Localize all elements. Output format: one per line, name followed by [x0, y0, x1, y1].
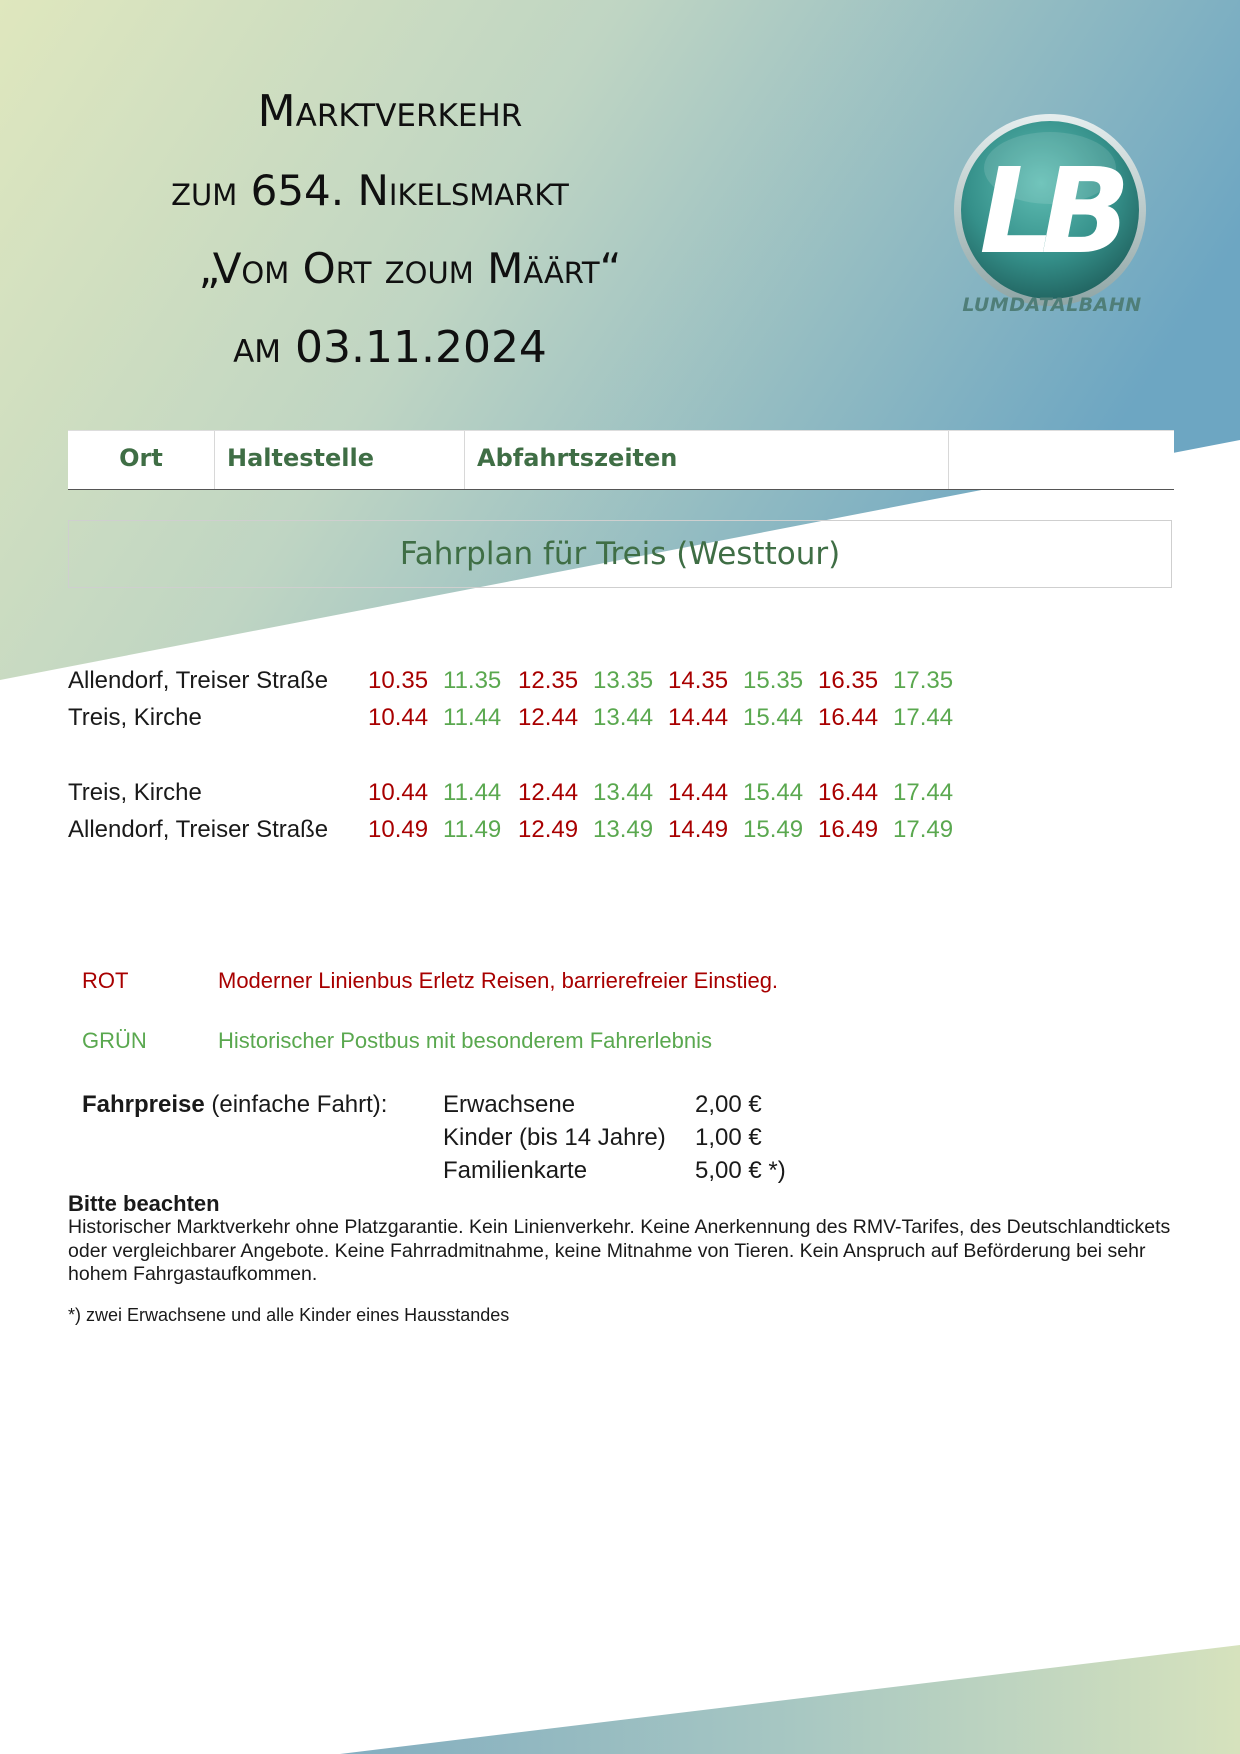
stop-name: Treis, Kirche [68, 704, 202, 731]
departure-time: 13.49 [593, 816, 654, 843]
departure-time: 14.44 [668, 779, 729, 806]
title-line-3: „Vom Ort zoum Määrt“ [198, 244, 622, 293]
departure-time: 10.35 [368, 667, 429, 694]
column-header-ort: Ort [68, 431, 215, 489]
fares-label [82, 1091, 387, 1119]
departure-time: 10.44 [368, 779, 429, 806]
departure-time: 17.44 [893, 704, 954, 731]
legend-green-key: GRÜN [82, 1028, 147, 1053]
legend-red-key: ROT [82, 968, 129, 993]
fare-name: Familienkarte [443, 1157, 588, 1184]
departure-time: 16.35 [818, 667, 879, 694]
column-header-abfahrtszeiten: Abfahrtszeiten [465, 431, 949, 489]
departure-time: 10.49 [368, 816, 429, 843]
departure-time: 10.44 [368, 704, 429, 731]
departure-time: 11.49 [443, 816, 502, 843]
departure-time: 13.35 [593, 667, 654, 694]
column-header-empty [949, 431, 1174, 489]
departure-time: 11.44 [443, 704, 502, 731]
departure-time: 13.44 [593, 779, 654, 806]
stop-name: Allendorf, Treiser Straße [68, 667, 329, 694]
departure-time: 11.44 [443, 779, 502, 806]
fare-price: 1,00 € [695, 1124, 762, 1151]
footnote: *) zwei Erwachsene und alle Kinder eines Hausstandes [68, 1305, 510, 1325]
departure-time: 17.49 [893, 816, 954, 843]
lumdatalbahn-logo-icon [950, 100, 1150, 320]
departure-time: 11.35 [443, 667, 502, 694]
stop-name: Allendorf, Treiser Straße [68, 816, 329, 843]
column-header-haltestelle: Haltestelle [215, 431, 465, 489]
departure-time: 15.44 [743, 704, 804, 731]
title-line-1: Marktverkehr [257, 86, 523, 137]
fare-name: Erwachsene [443, 1091, 576, 1118]
legend-green-description: Historischer Postbus mit besonderem Fahrerlebnis [218, 1028, 712, 1053]
departure-time: 12.49 [518, 816, 579, 843]
fare-price: 5,00 € *) [695, 1157, 786, 1184]
departure-time: 17.35 [893, 667, 954, 694]
departure-time: 12.44 [518, 779, 579, 806]
departure-time: 12.44 [518, 704, 579, 731]
plan-title: Fahrplan für Treis (Westtour) [68, 520, 1172, 588]
title-line-2: zum 654. Nikelsmarkt [171, 166, 569, 215]
departure-time: 12.35 [518, 667, 579, 694]
notes-text: Historischer Marktverkehr ohne Platzgarantie. Kein Linienverkehr. Keine Anerkennung des RMV-Tarifes, des Deutschlandtickets oder vergleichbarer Angebote. Keine Fahrradmitnahme, keine Mitnahme von Tieren. Kein Anspruch auf Beförderung bei sehr hohem Fahrgastaufkommen. [68, 1216, 1171, 1285]
legend-red-description: Moderner Linienbus Erletz Reisen, barrierefreier Einstieg. [218, 968, 779, 993]
notes-title: Bitte beachten [68, 1191, 220, 1216]
svg-text:LB: LB [979, 142, 1117, 280]
departure-time: 16.44 [818, 779, 879, 806]
fares-label-bold: Fahrpreise [82, 1091, 205, 1118]
table-header [68, 430, 1174, 490]
fares-label-rest: (einfache Fahrt): [204, 1091, 388, 1118]
title-line-4: am 03.11.2024 [233, 322, 547, 373]
fare-price: 2,00 € [695, 1091, 762, 1118]
departure-time: 17.44 [893, 779, 954, 806]
departure-time: 15.49 [743, 816, 804, 843]
departure-time: 14.44 [668, 704, 729, 731]
departure-time: 16.49 [818, 816, 879, 843]
departure-time: 16.44 [818, 704, 879, 731]
departure-time: 14.35 [668, 667, 729, 694]
stop-name: Treis, Kirche [68, 779, 202, 806]
departure-time: 15.35 [743, 667, 804, 694]
departure-time: 13.44 [593, 704, 654, 731]
departure-time: 15.44 [743, 779, 804, 806]
departure-time: 14.49 [668, 816, 729, 843]
logo-wordmark: LUMDATALBAHN [962, 294, 1142, 316]
fare-name: Kinder (bis 14 Jahre) [443, 1124, 666, 1151]
